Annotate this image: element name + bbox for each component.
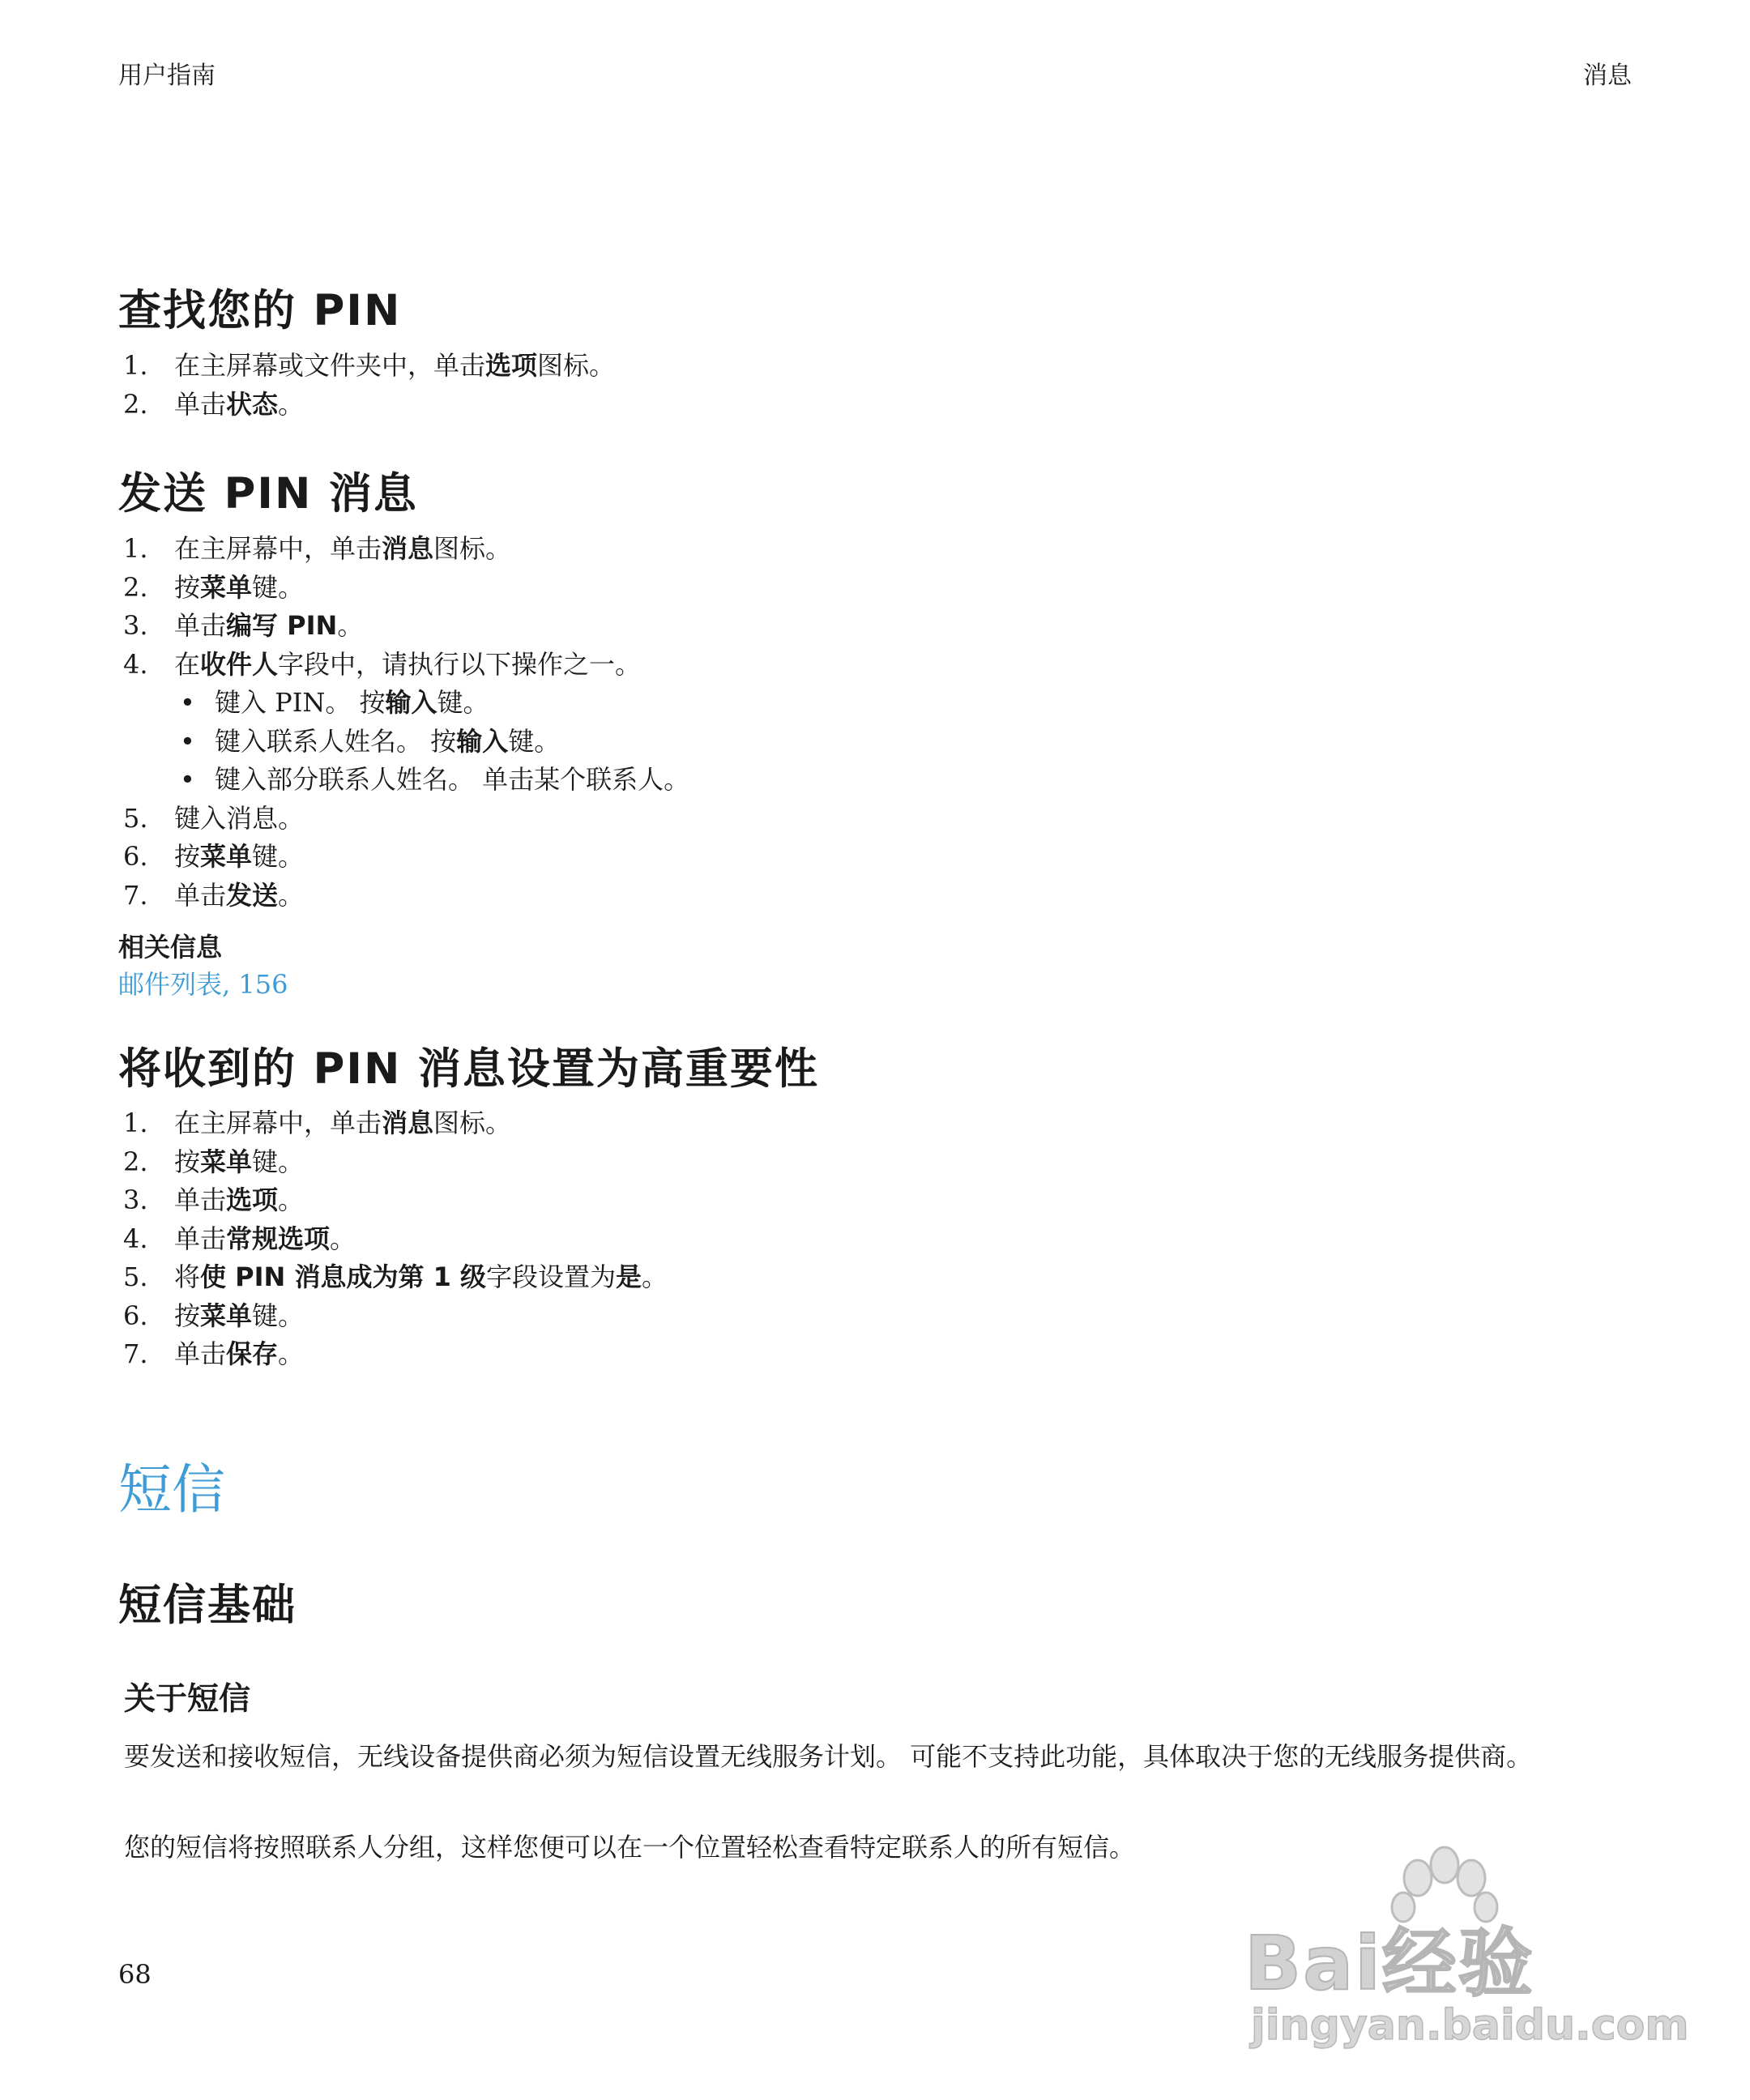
running-header-right: 消息 (1583, 62, 1632, 90)
step-item: 3. 单击编写 PIN。 (123, 610, 364, 641)
step-item: 4. 在收件人字段中，请执行以下操作之一。 (123, 648, 642, 680)
step-item: 1. 在主屏幕中，单击消息图标。 (123, 1108, 512, 1138)
steps-find-pin (123, 347, 1662, 424)
step-item: 6. 按菜单键。 (123, 1300, 305, 1331)
step-item: 7. 单击保存。 (123, 1338, 305, 1369)
step-item: 7. 单击发送。 (123, 879, 305, 911)
bullet-item: • 键入部分联系人姓名。 单击某个联系人。 (180, 764, 690, 795)
steps-send-pin (123, 530, 1662, 915)
subsection-title-about-sms: 关于短信 (124, 1681, 251, 1718)
paragraph-sms-grouping: 您的短信将按照联系人分组，这样您便可以在一个位置轻松查看特定联系人的所有短信。 (124, 1832, 1136, 1863)
step-item: 4. 单击常规选项。 (123, 1223, 356, 1254)
section-title-pin-priority: 将收到的 PIN 消息设置为高重要性 (118, 1044, 819, 1094)
watermark-url: jingyan.baidu.com (1251, 2001, 1689, 2050)
step-item: 5. 键入消息。 (123, 802, 305, 834)
paragraph-sms-plan: 要发送和接收短信，无线设备提供商必须为短信设置无线服务计划。 可能不支持此功能，具体取决于您的无线服务提供商。 (124, 1741, 1533, 1772)
baidu-jingyan-watermark (1240, 1839, 1689, 2066)
step-item: 6. 按菜单键。 (123, 841, 305, 872)
step-item: 5. 将使 PIN 消息成为第 1 级字段设置为是。 (123, 1261, 668, 1292)
step-item: 1. 在主屏幕或文件夹中，单击选项图标。 (123, 350, 616, 381)
bullet-item: • 键入 PIN。 按输入键。 (180, 687, 489, 718)
related-info-heading: 相关信息 (118, 932, 223, 962)
related-link-mail-list[interactable]: 邮件列表, 156 (118, 969, 288, 1000)
section-title-sms-basics: 短信基础 (118, 1581, 297, 1630)
step-item: 3. 单击选项。 (123, 1184, 305, 1215)
section-title-find-pin: 查找您的 PIN (118, 286, 402, 335)
chapter-title-sms: 短信 (118, 1458, 225, 1521)
step-item: 2. 单击状态。 (123, 388, 305, 420)
section-title-send-pin: 发送 PIN 消息 (118, 469, 418, 519)
bullet-item: • 键入联系人姓名。 按输入键。 (180, 725, 561, 757)
running-header-left: 用户指南 (118, 62, 216, 90)
steps-pin-priority (123, 1104, 1662, 1374)
page-number: 68 (118, 1959, 152, 1990)
watermark-brand: Bai经验 (1244, 1920, 1534, 2007)
step-item: 2. 按菜单键。 (123, 571, 305, 603)
step-item: 1. 在主屏幕中，单击消息图标。 (123, 533, 512, 564)
step-item: 2. 按菜单键。 (123, 1146, 305, 1177)
